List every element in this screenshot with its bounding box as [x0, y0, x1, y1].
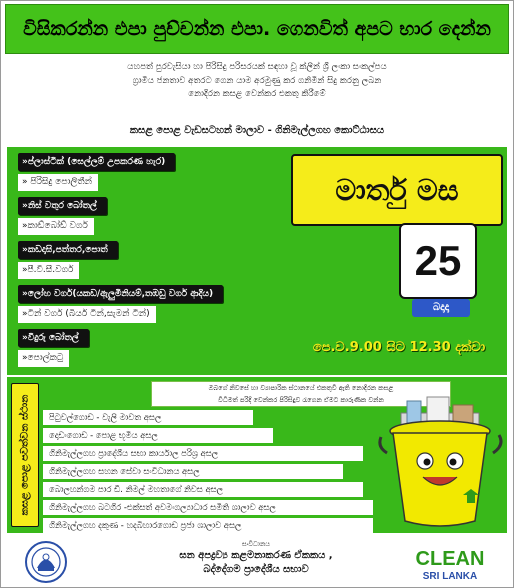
paper-shape: [427, 397, 449, 423]
council-seal-logo: [25, 541, 67, 583]
box-shape: [453, 405, 473, 423]
category-item-coconut-shells: »පොල්කටු: [18, 350, 69, 367]
intro-text: [9, 61, 505, 102]
location-item: පිටුවල්ගොඩ - වැලි මාවත අසල: [43, 410, 253, 425]
category-water-bottles: »නිස් වතුර බෝතල්: [18, 197, 107, 215]
intro-line-2: ග්‍රාමීය ජනතාව අතරට ගෙන යාම අරමුණු කර ගනිමින් සිදු කරනු ලබන: [132, 75, 382, 86]
category-item-cardboard: »කාඩ්බෝඩ් වර්ග: [18, 218, 94, 235]
recycle-bin-illustration: [373, 383, 507, 533]
intro-line-1: යහපත් පුරවැසියා හා පිරිසිදු පරිසරයක් සඳහා වූ ක්ලීන් ශ්‍රී ලංකා සංකල්පය: [127, 62, 387, 72]
category-item-tins: »ටින් වර්ග (බියර් ටින්,සැමන් ටින්): [18, 306, 156, 323]
category-item-pvc: »පී.වී.සී.වර්ග: [18, 262, 79, 279]
category-metal: »ලෝහ වර්ග(යකඩ/ඇලුමිනියම්,තඹඩු වර්ග ආදිය): [18, 285, 223, 303]
locations-label-text: කසළ පොළ පවත්වන ස්ථාන: [19, 394, 31, 516]
note-line-1: ඔබගේ නිවසේ හා ව්‍යාපාරික ස්ථානයේ එකතුවී ඇති නොදිරන කසළ: [208, 384, 394, 392]
unit-name: ඝන අපද්‍රව්‍ය කළමනාකරණ ඒකකය ,: [179, 550, 333, 561]
location-item: ගිනිමැල්ලගහ දකුණ - හදබිහාරගොඩ ප්‍රජා ශාලාව අසල: [43, 518, 373, 533]
clean-sri-lanka-logo: [405, 543, 495, 583]
event-day: 25: [399, 223, 477, 299]
event-month: මාර්තු මස: [291, 154, 503, 226]
bin-arm-left: [380, 437, 387, 453]
bin-pupil-left: [424, 459, 431, 466]
poster-title: විසිකරන්න එපා පුච්චන්න එපා. ගෙනවිත් අපට භාර දෙන්න: [5, 4, 509, 54]
location-item: දොඩංගොඩ - පොළ භූමිය අසල: [43, 428, 273, 443]
locations-label: [11, 383, 39, 527]
category-item-polythene: » පිරිසිදු පොලිතීන්: [18, 174, 98, 191]
event-time: පෙ.ව.9.00 සිට 12.30 දක්වා: [312, 340, 486, 355]
category-glass-bottles: »වීදුරු බෝතල්: [18, 329, 89, 347]
logo-word-sri-lanka: SRI LANKA: [422, 571, 478, 582]
intro-line-3: නොදිරන කසළ වෙන්කර එකතු කිරීමේ: [188, 89, 326, 99]
location-item: බොලහන්ගම පාර ඩී. නිමල් මහතාගේ නිවස අසල: [43, 482, 363, 497]
category-plastic: »ප්ලාස්ටික් (සෙල්ලම් උපකරණ හැර): [18, 153, 175, 171]
category-paper: »කඩදාසි,පත්තර,පොත්: [18, 241, 118, 259]
council-name: බද්දේගම ප්‍රාදේශීය සභාව: [203, 564, 309, 575]
note-line-2: විධිමත් පරිදි වෙන්කර පිරිසිදුව රැගෙන ඒමට කාරුණික වන්න: [218, 396, 384, 404]
location-item: ගිනිමැල්ලගහ බටගිර -එක්සත් අවමංගල්‍යාධාර සමිති ශාලාව අසල: [43, 500, 373, 515]
logo-word-clean: CLEAN: [415, 548, 485, 570]
organized-by-label: සංවිධානය: [242, 540, 270, 548]
bottle-shape: [407, 401, 421, 423]
event-weekday: බදාදා: [412, 299, 470, 317]
location-item: ගිනිමැල්ලගහ සහන සේවා සංවිධානය අසල: [43, 464, 343, 479]
organizer-block: [101, 540, 411, 577]
bin-arm-right: [493, 435, 501, 453]
program-subheading: කසළ පොළ වැඩසටහන් මාලාව - ගිනිමැල්ලගහ කොට්ඨාසය: [129, 125, 385, 136]
location-item: ගිනිමැල්ලගහ ප්‍රාදේශීය සභා කාර්යාල පරිශ්‍ර අසල: [43, 446, 363, 461]
bin-pupil-right: [450, 459, 457, 466]
